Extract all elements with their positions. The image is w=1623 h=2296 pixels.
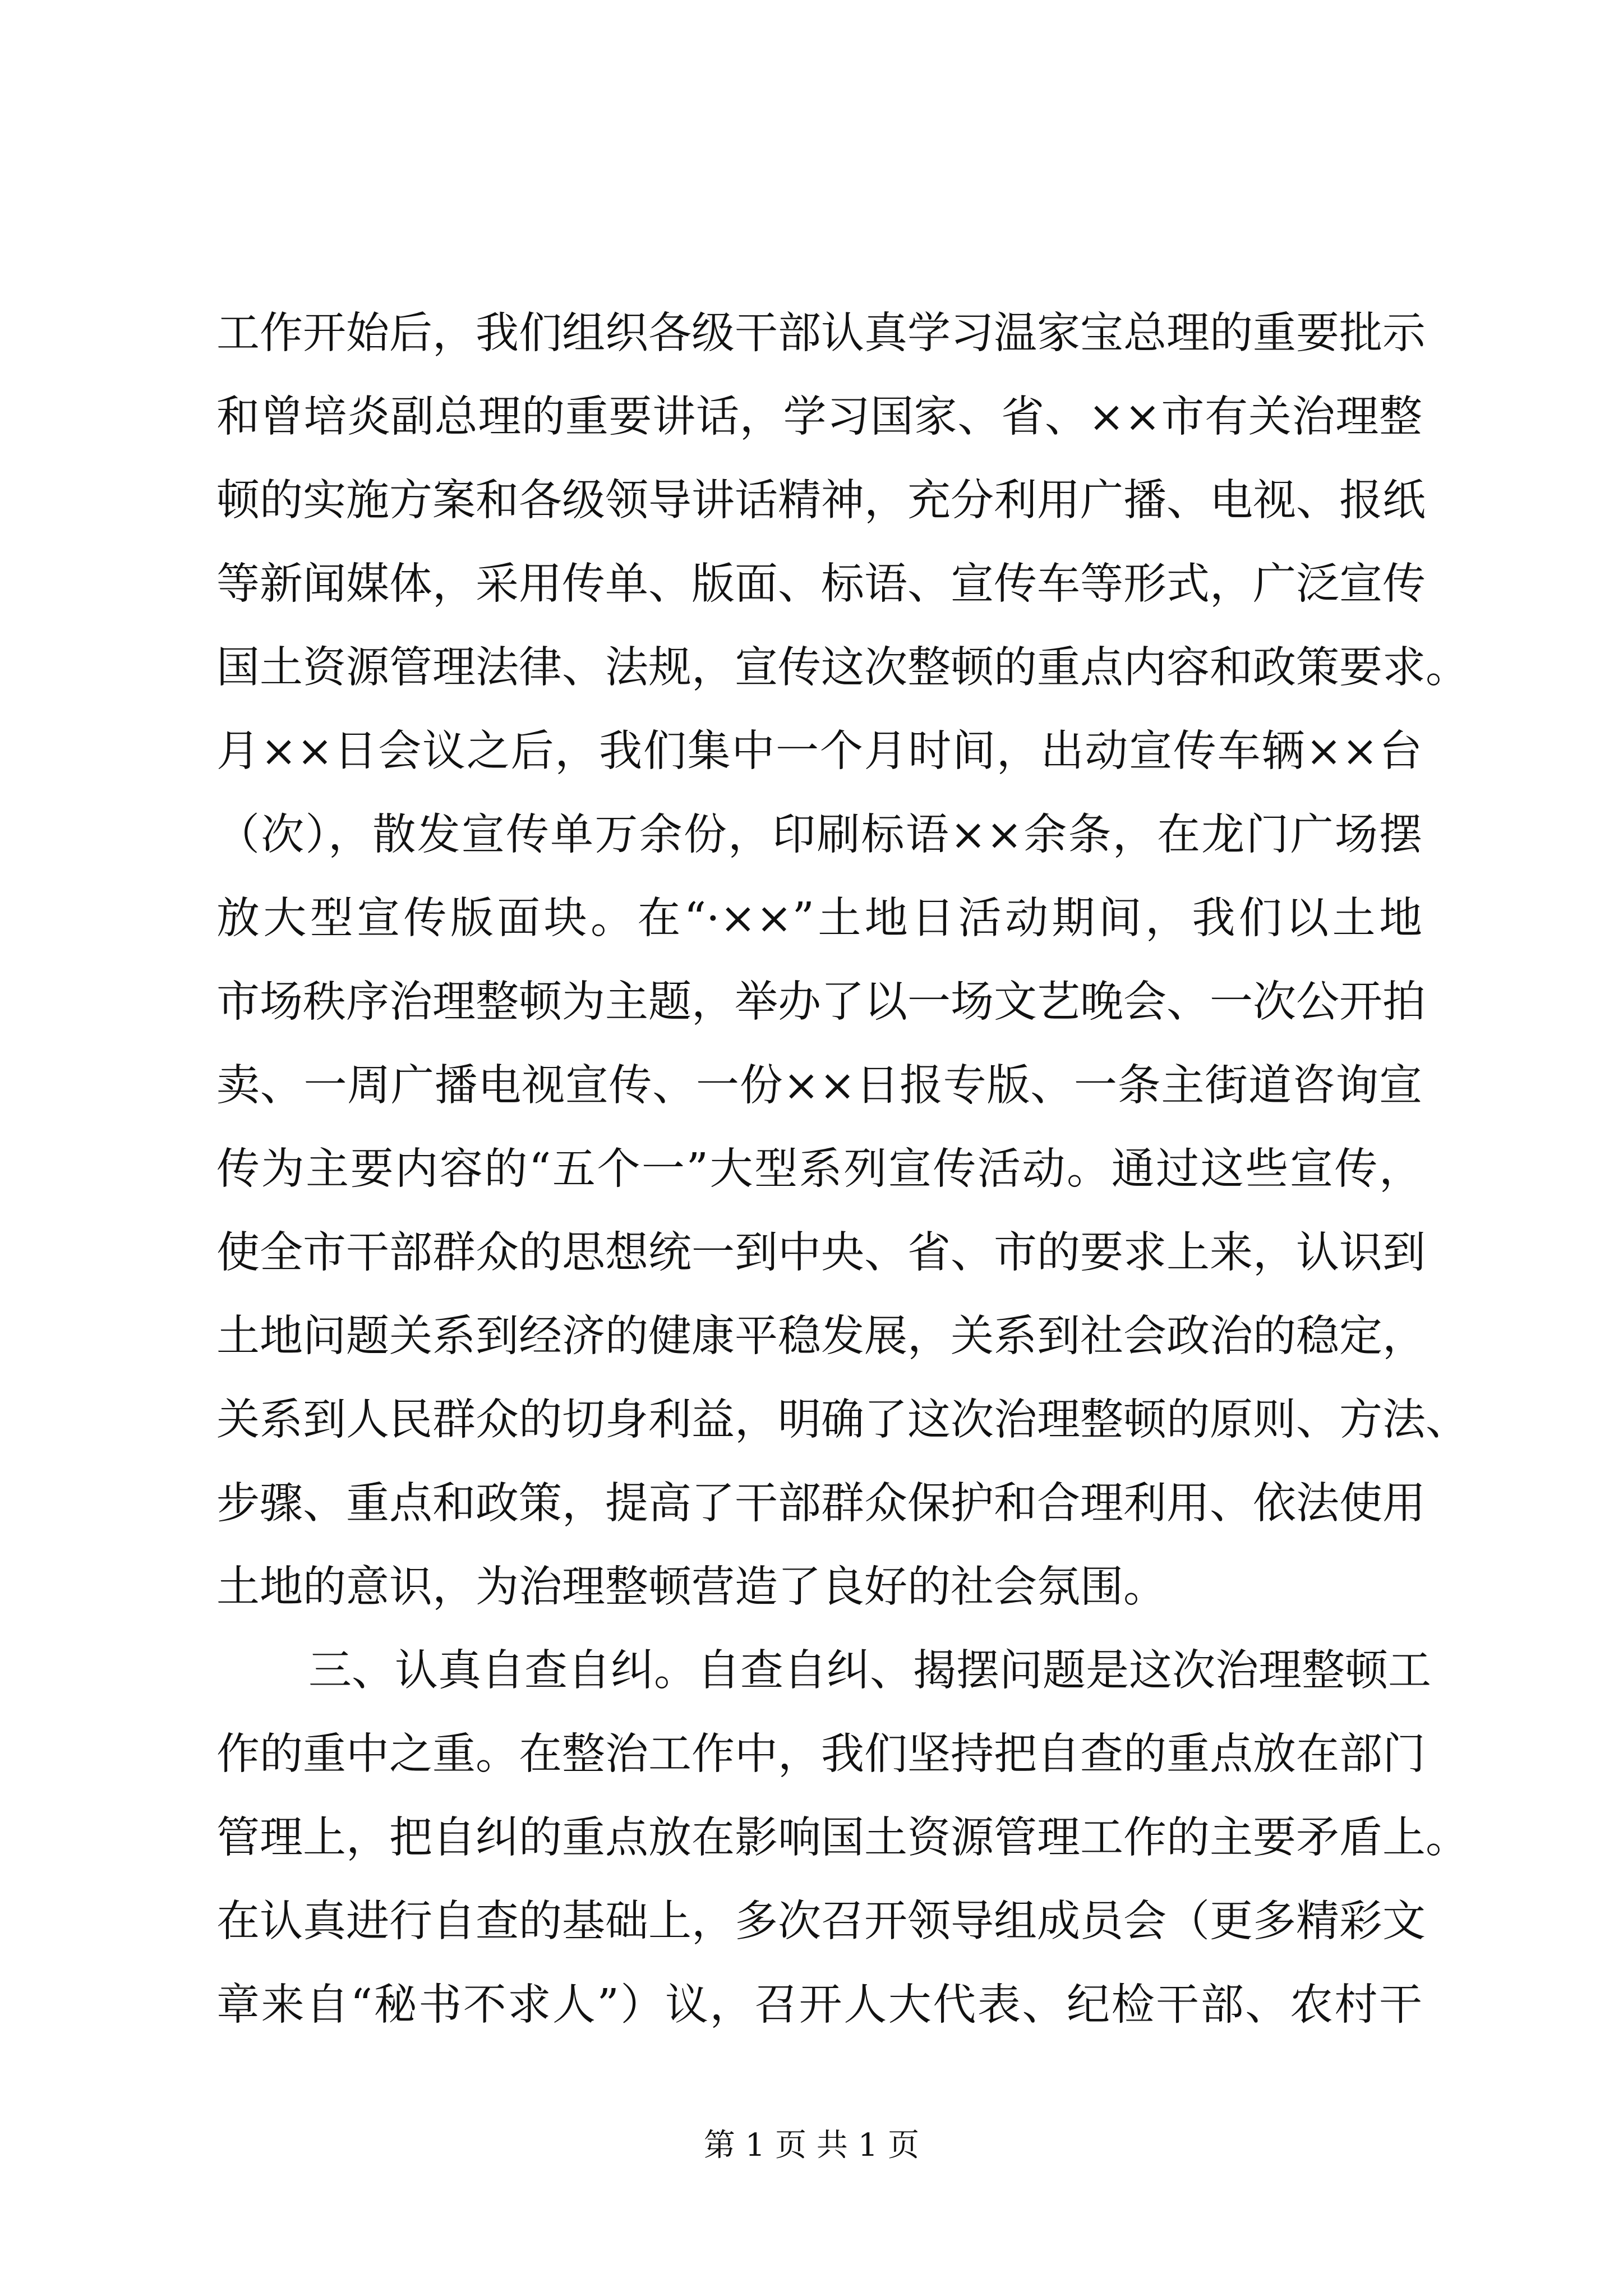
- text-line: 月××日会议之后，我们集中一个月时间，出动宣传车辆××台: [216, 726, 1422, 776]
- text-line: （次），散发宣传单万余份，印刷标语××余条，在龙门广场摆: [216, 810, 1422, 860]
- text-line: 卖、一周广播电视宣传、一份××日报专版、一条主街道咨询宣: [216, 1061, 1422, 1111]
- text-line: 市场秩序治理整顿为主题，举办了以一场文艺晚会、一次公开拍: [216, 977, 1426, 1027]
- text-line: 使全市干部群众的思想统一到中央、省、市的要求上来，认识到: [216, 1228, 1426, 1278]
- section-heading-line: 三、认真自查自纠。自查自纠、揭摆问题是这次治理整顿工: [308, 1646, 1431, 1696]
- body-text: [216, 292, 1469, 2047]
- text-line: 等新闻媒体，采用传单、版面、标语、宣传车等形式，广泛宣传: [216, 559, 1426, 609]
- text-line: 土地问题关系到经济的健康平稳发展，关系到社会政治的稳定，: [216, 1312, 1426, 1361]
- page-footer: 第 1 页 共 1 页: [703, 2127, 920, 2164]
- text-line: 传为主要内容的“五个一”大型系列宣传活动。通过这些宣传，: [216, 1144, 1422, 1194]
- text-line: 顿的实施方案和各级领导讲话精神，充分利用广播、电视、报纸: [216, 476, 1426, 526]
- text-line: 步骤、重点和政策，提高了干部群众保护和合理利用、依法使用: [216, 1479, 1426, 1529]
- text-line: 和曾培炎副总理的重要讲话，学习国家、省、××市有关治理整: [216, 392, 1422, 442]
- text-line: 国土资源管理法律、法规，宣传这次整顿的重点内容和政策要求。: [216, 643, 1469, 693]
- text-line: 工作开始后，我们组织各级干部认真学习温家宝总理的重要批示: [216, 309, 1426, 358]
- text-line: 土地的意识，为治理整顿营造了良好的社会氛围。: [216, 1562, 1166, 1612]
- text-line: 放大型宣传版面块。在“·××”土地日活动期间，我们以土地: [216, 894, 1422, 944]
- text-line: 作的重中之重。在整治工作中，我们坚持把自查的重点放在部门: [216, 1729, 1426, 1779]
- text-line: 关系到人民群众的切身利益，明确了这次治理整顿的原则、方法、: [216, 1395, 1469, 1445]
- text-line: 在认真进行自查的基础上，多次召开领导组成员会（更多精彩文: [216, 1897, 1426, 1947]
- text-line: 章来自“秘书不求人”）议，召开人大代表、纪检干部、农村干: [216, 1980, 1422, 2030]
- text-line: 管理上，把自纠的重点放在影响国土资源管理工作的主要矛盾上。: [216, 1813, 1469, 1863]
